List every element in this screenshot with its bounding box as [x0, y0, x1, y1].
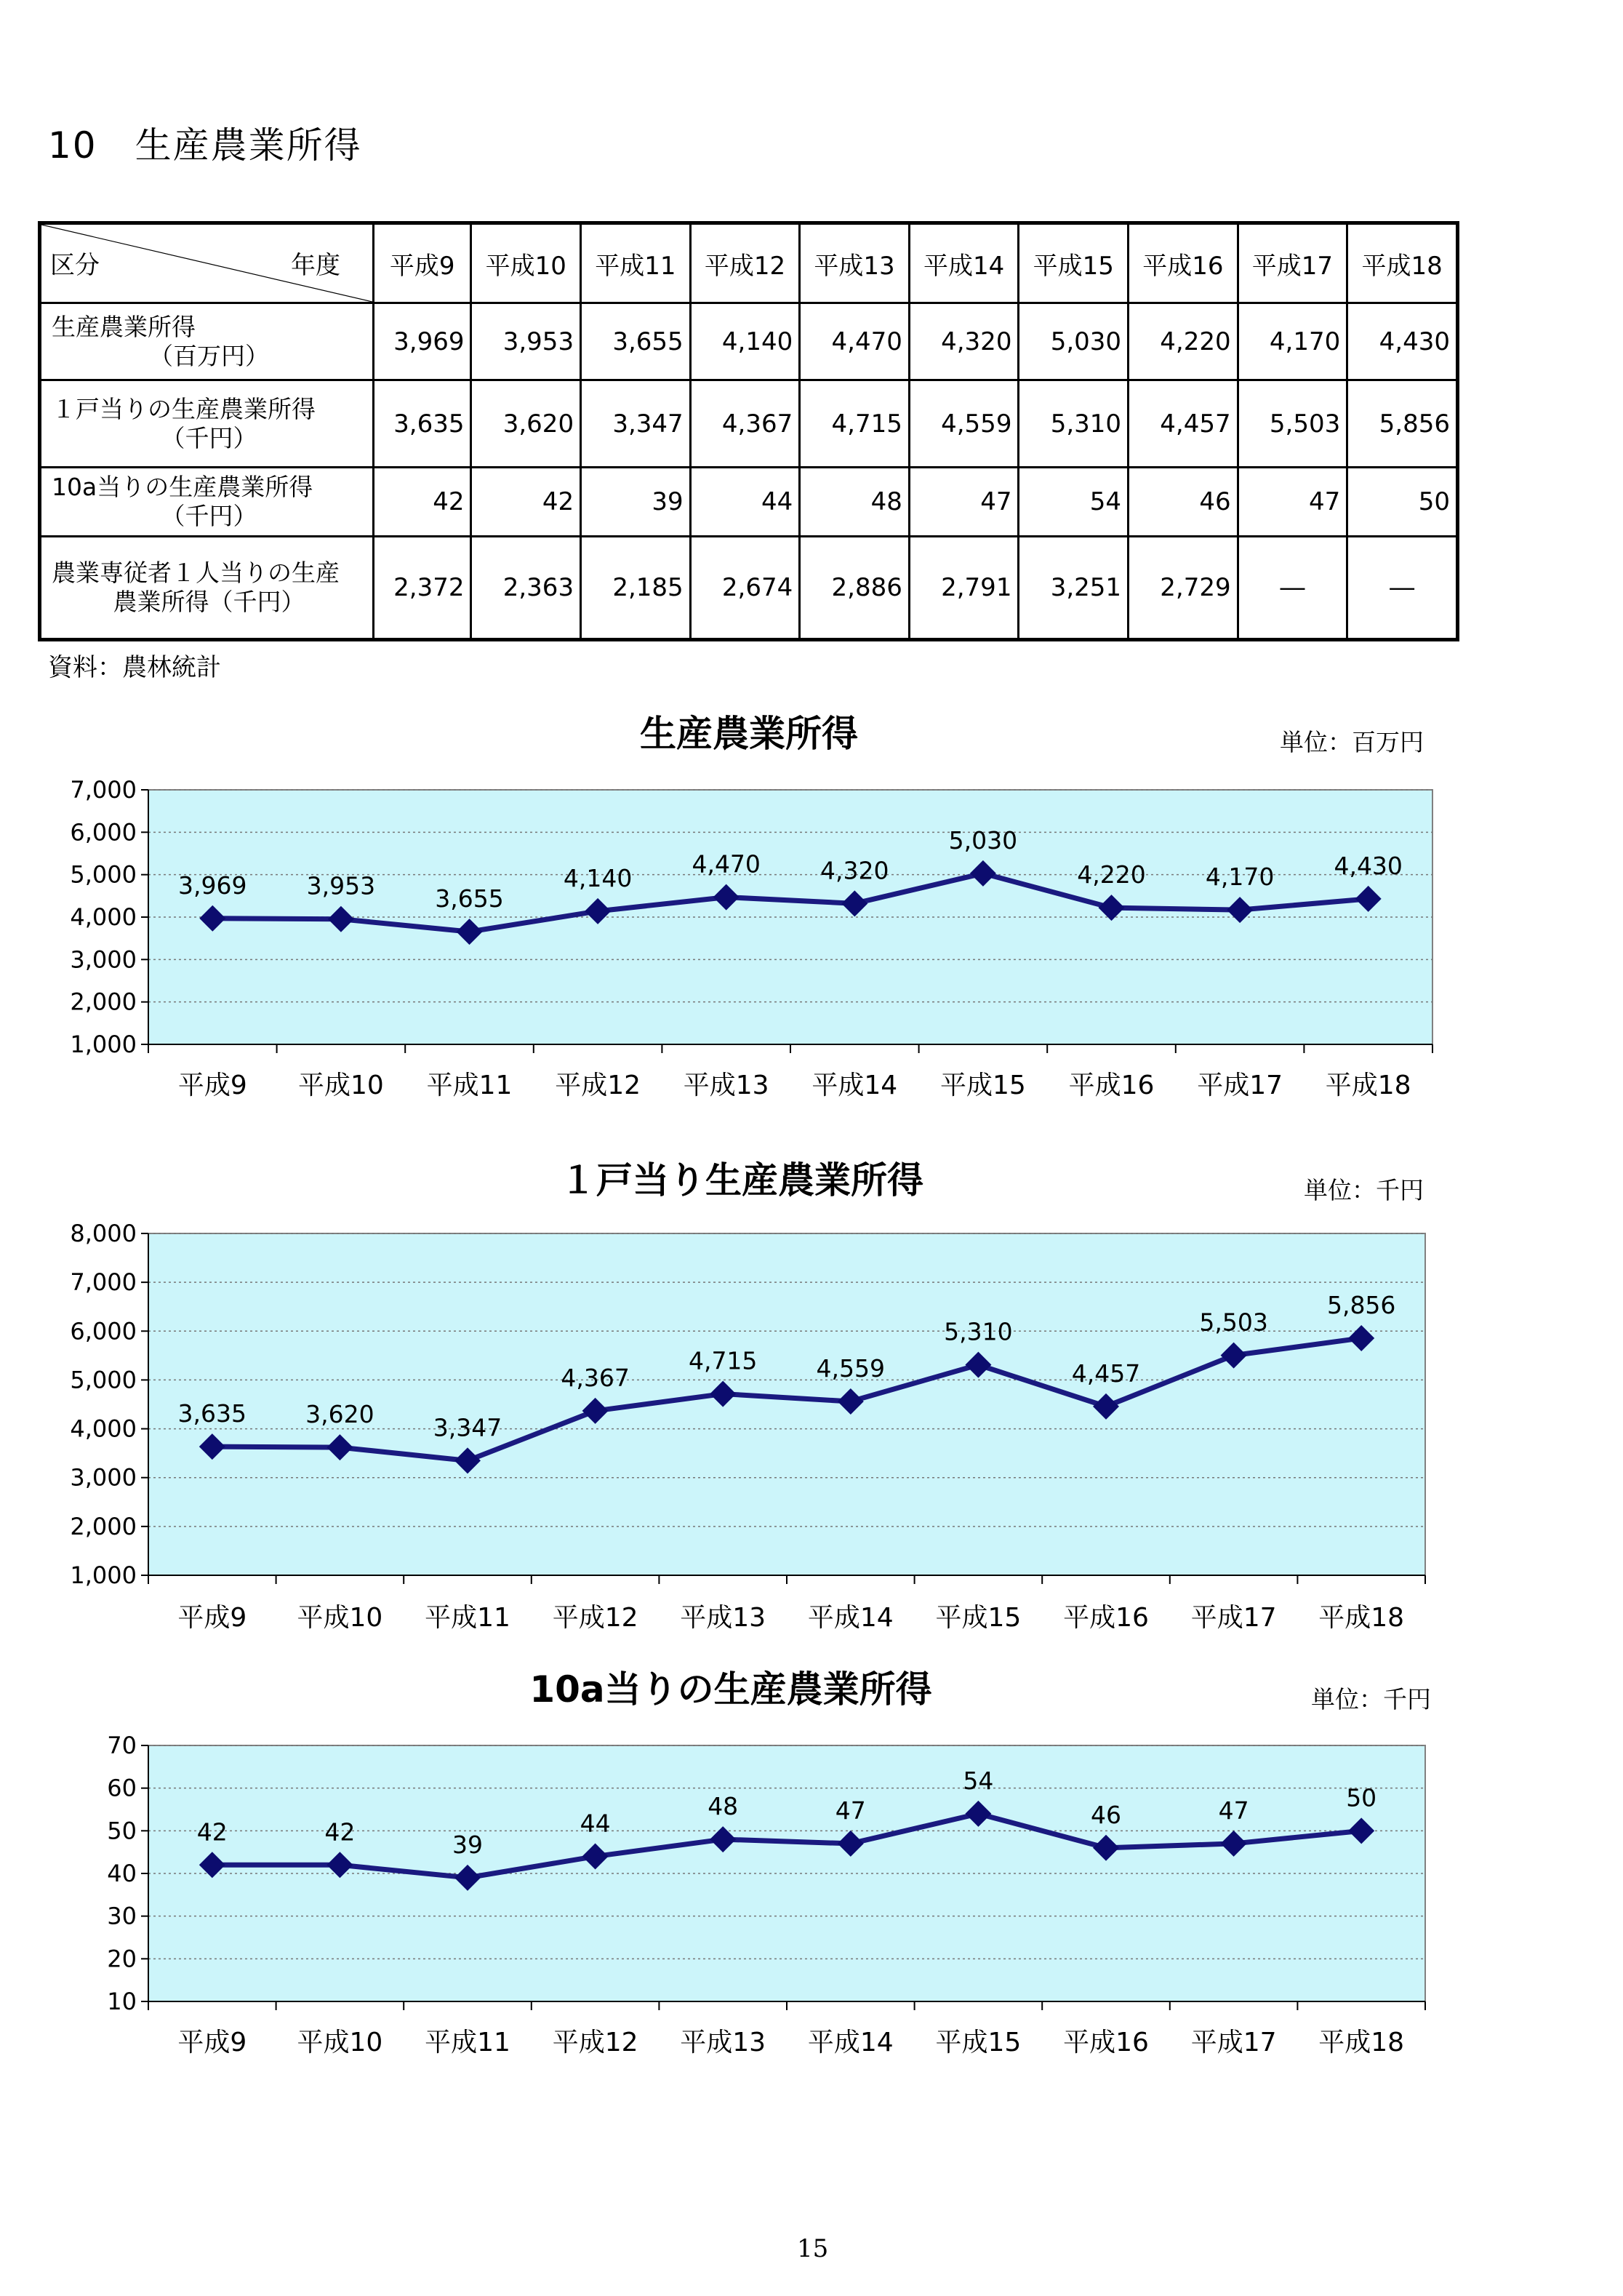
chart-title: 10a当りの生産農業所得 — [529, 1668, 932, 1711]
data-label: 42 — [324, 1817, 356, 1847]
table-cell: 3,635 — [374, 380, 471, 468]
table-cell: 4,715 — [800, 380, 910, 468]
table-col-header: 平成13 — [800, 223, 910, 303]
x-tick-label: 平成15 — [935, 2028, 1022, 2057]
x-tick-label: 平成11 — [425, 2028, 510, 2057]
x-tick-label: 平成17 — [1190, 2028, 1277, 2057]
source-note: 資料：農林統計 — [48, 653, 221, 682]
table-cell: 2,729 — [1129, 537, 1238, 640]
row-label: 10a当りの生産農業所得 （千円） — [40, 468, 374, 537]
x-tick-label: 平成13 — [683, 1071, 769, 1100]
table-cell: 4,430 — [1347, 303, 1458, 380]
table-col-header: 平成10 — [471, 223, 581, 303]
x-tick-label: 平成11 — [426, 1071, 513, 1100]
y-tick-label: 10 — [107, 1988, 137, 2015]
y-tick-label: 7,000 — [70, 1268, 137, 1297]
data-label: 44 — [580, 1809, 611, 1838]
data-label: 4,470 — [692, 849, 761, 879]
y-tick-label: 5,000 — [70, 1366, 137, 1394]
table-cell: 2,791 — [909, 537, 1019, 640]
chart-unit-label: 単位：百万円 — [1280, 728, 1424, 756]
table-cell: 5,310 — [1019, 380, 1129, 468]
x-tick-label: 平成17 — [1190, 1603, 1277, 1633]
table-col-header: 平成15 — [1019, 223, 1129, 303]
data-label: 50 — [1346, 1783, 1377, 1812]
table-cell: 4,320 — [909, 303, 1019, 380]
data-label: 54 — [963, 1766, 994, 1795]
data-label: 4,430 — [1334, 851, 1403, 880]
x-tick-label: 平成10 — [297, 1603, 383, 1633]
x-tick-label: 平成9 — [177, 1603, 247, 1633]
data-label: 3,655 — [435, 884, 504, 913]
y-tick-label: 8,000 — [70, 1220, 137, 1247]
x-tick-label: 平成16 — [1063, 2028, 1149, 2057]
x-tick-label: 平成9 — [177, 1071, 247, 1100]
data-label: 4,715 — [688, 1346, 758, 1375]
y-tick-label: 6,000 — [70, 1317, 137, 1345]
x-tick-label: 平成9 — [177, 2028, 247, 2057]
data-label: 48 — [708, 1792, 739, 1821]
table-cell: 4,170 — [1238, 303, 1347, 380]
data-label: 5,030 — [948, 825, 1018, 855]
y-tick-label: 6,000 — [70, 818, 137, 847]
y-tick-label: 70 — [107, 1732, 137, 1759]
chart-unit-label: 単位：千円 — [1304, 1176, 1424, 1204]
table-cell: 47 — [909, 468, 1019, 537]
data-label: 3,347 — [433, 1413, 502, 1442]
y-tick-label: 4,000 — [70, 903, 137, 931]
data-label: 39 — [452, 1830, 483, 1859]
y-tick-label: 4,000 — [70, 1415, 137, 1443]
x-tick-label: 平成12 — [552, 1603, 638, 1633]
data-label: 5,856 — [1326, 1290, 1396, 1319]
data-label: 47 — [1218, 1796, 1249, 1825]
table-cell: 2,185 — [581, 537, 691, 640]
chart-title: １戸当り生産農業所得 — [560, 1159, 923, 1201]
x-tick-label: 平成15 — [935, 1603, 1022, 1633]
table-cell: 3,620 — [471, 380, 581, 468]
x-tick-label: 平成11 — [425, 1603, 510, 1633]
table-col-header: 平成16 — [1129, 223, 1238, 303]
section-title: 10 生産農業所得 — [48, 124, 362, 167]
chart-title: 生産農業所得 — [640, 713, 858, 755]
table-col-header: 平成14 — [909, 223, 1019, 303]
table-cell: 4,220 — [1129, 303, 1238, 380]
y-tick-label: 30 — [107, 1902, 137, 1930]
table-cell: 3,251 — [1019, 537, 1129, 640]
x-tick-label: 平成14 — [807, 1603, 894, 1633]
data-label: 4,170 — [1205, 863, 1275, 892]
table-cell: 5,856 — [1347, 380, 1458, 468]
table-cell: 3,969 — [374, 303, 471, 380]
row-label: 生産農業所得 （百万円） — [40, 303, 374, 380]
y-tick-label: 20 — [107, 1945, 137, 1973]
table-cell: 39 — [581, 468, 691, 537]
x-tick-label: 平成15 — [939, 1071, 1026, 1100]
x-tick-label: 平成12 — [555, 1071, 641, 1100]
data-label: 4,140 — [563, 863, 633, 892]
table-cell: 42 — [374, 468, 471, 537]
x-tick-label: 平成14 — [812, 1071, 898, 1100]
table-col-header: 平成11 — [581, 223, 691, 303]
table-cell: 4,470 — [800, 303, 910, 380]
x-tick-label: 平成18 — [1325, 1071, 1411, 1100]
table-cell: 3,347 — [581, 380, 691, 468]
x-tick-label: 平成12 — [552, 2028, 638, 2057]
corner-label-kubun: 区分 — [50, 251, 100, 280]
table-cell: 50 — [1347, 468, 1458, 537]
table-cell: 5,030 — [1019, 303, 1129, 380]
x-tick-label: 平成13 — [680, 2028, 766, 2057]
y-tick-label: 50 — [107, 1817, 137, 1845]
x-tick-label: 平成10 — [297, 1071, 384, 1100]
x-tick-label: 平成16 — [1068, 1071, 1155, 1100]
table-col-header: 平成9 — [374, 223, 471, 303]
table-cell: 4,457 — [1129, 380, 1238, 468]
data-label: 46 — [1091, 1800, 1121, 1829]
y-tick-label: 2,000 — [70, 1512, 137, 1540]
table-col-header: 平成12 — [690, 223, 800, 303]
data-label: 3,620 — [305, 1400, 374, 1429]
y-tick-label: 2,000 — [70, 988, 137, 1016]
data-label: 4,220 — [1077, 860, 1146, 889]
y-tick-label: 3,000 — [70, 945, 137, 974]
table-cell: 2,674 — [690, 537, 800, 640]
x-tick-label: 平成16 — [1063, 1603, 1149, 1633]
data-label: 4,559 — [816, 1354, 886, 1383]
table-cell: 2,363 — [471, 537, 581, 640]
y-tick-label: 40 — [107, 1860, 137, 1887]
page-number: 15 — [797, 2234, 829, 2263]
table-cell: 54 — [1019, 468, 1129, 537]
data-label: 4,320 — [820, 856, 889, 885]
x-tick-label: 平成18 — [1318, 1603, 1405, 1633]
x-tick-label: 平成17 — [1197, 1071, 1283, 1100]
table-cell: 4,367 — [690, 380, 800, 468]
table-cell: 2,886 — [800, 537, 910, 640]
chart-unit-label: 単位：千円 — [1311, 1685, 1431, 1713]
data-label: 4,457 — [1071, 1359, 1141, 1388]
y-tick-label: 1,000 — [70, 1561, 137, 1589]
row-label: １戸当りの生産農業所得 （千円） — [40, 380, 374, 468]
table-cell: ― — [1238, 537, 1347, 640]
x-tick-label: 平成13 — [680, 1603, 766, 1633]
table-cell: 3,655 — [581, 303, 691, 380]
table-cell: 47 — [1238, 468, 1347, 537]
x-tick-label: 平成10 — [297, 2028, 383, 2057]
y-tick-label: 5,000 — [70, 860, 137, 889]
data-label: 3,953 — [306, 871, 376, 900]
data-label: 5,310 — [944, 1317, 1013, 1346]
table-cell: ― — [1347, 537, 1458, 640]
table-cell: 3,953 — [471, 303, 581, 380]
table-cell: 5,503 — [1238, 380, 1347, 468]
table-cell: 4,559 — [909, 380, 1019, 468]
table-cell: 4,140 — [690, 303, 800, 380]
data-label: 4,367 — [561, 1363, 630, 1392]
y-tick-label: 3,000 — [70, 1463, 137, 1492]
table-cell: 48 — [800, 468, 910, 537]
data-label: 47 — [835, 1796, 866, 1825]
y-tick-label: 1,000 — [70, 1031, 137, 1058]
y-tick-label: 7,000 — [70, 776, 137, 804]
data-label: 3,969 — [178, 871, 247, 900]
corner-label-nendo: 年度 — [291, 251, 340, 280]
x-tick-label: 平成18 — [1318, 2028, 1405, 2057]
table-cell: 42 — [471, 468, 581, 537]
table-cell: 46 — [1129, 468, 1238, 537]
data-label: 42 — [196, 1817, 228, 1847]
table-cell: 2,372 — [374, 537, 471, 640]
y-tick-label: 60 — [107, 1774, 137, 1802]
table-col-header: 平成17 — [1238, 223, 1347, 303]
data-label: 5,503 — [1199, 1308, 1268, 1337]
data-label: 3,635 — [177, 1399, 247, 1428]
x-tick-label: 平成14 — [807, 2028, 894, 2057]
row-label: 農業専従者１人当りの生産 農業所得（千円） — [40, 537, 374, 640]
table-col-header: 平成18 — [1347, 223, 1458, 303]
table-cell: 44 — [690, 468, 800, 537]
